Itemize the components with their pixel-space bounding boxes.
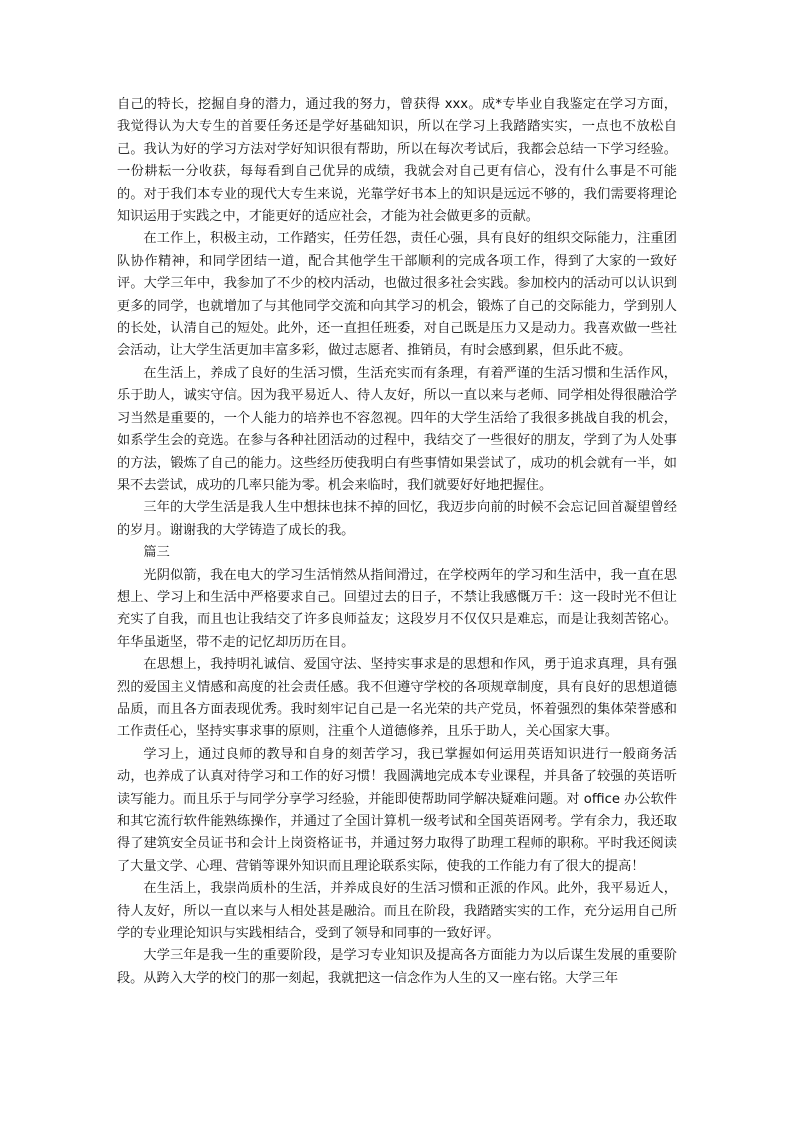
paragraph-life: 在生活上，养成了良好的生活习惯，生活充实而有条理，有着严谨的生活习惯和生活作风，乐于助人，诚实守信。因为我平易近人、待人友好，所以一直以来与老师、同学相处得很融洽学习当然是重要的，一个人能力的培养也不容忽视。四年的大学生活给了我很多挑战自我的机会，如系学生会的竞选。在参与各种社团活动的过程中，我结交了一些很好的朋友，学到了为人处事的方法，锻炼了自己的能力。这些经历使我明白有些事情如果尝试了，成功的机会就有一半，如果不去尝试，成功的几率只能为零。机会来临时，我们就要好好地把握住。 bbox=[117, 365, 677, 493]
paragraph-study: 学习上，通过良师的教导和自身的刻苦学习，我已掌握如何运用英语知识进行一般商务活动，也养成了认真对待学习和工作的好习惯！我圆满地完成本专业课程，并具备了较强的英语听读写能力。而且乐于与同学分享学习经验，并能即使帮助同学解决疑难问题。对 office 办公软件和其它流行软件能熟练操作，并通过了全国计算机一级考试和全国英语网考。学有余力，我还取得了建筑安全员证书和会计上岗资格证书，并通过努力取得了助理工程师的职称。平时我还阅读了大量文学、心理、营销等课外知识而且理论联系实际，使我的工作能力有了很大的提高！ bbox=[117, 746, 677, 874]
paragraph-conclusion: 三年的大学生活是我人生中想抹也抹不掉的回忆，我迈步向前的时候不会忘记回首凝望曾经的岁月。谢谢我的大学铸造了成长的我。 bbox=[117, 500, 677, 538]
paragraph-intro: 光阴似箭，我在电大的学习生活悄然从指间滑过，在学校两年的学习和生活中，我一直在思想上、学习上和生活中严格要求自己。回望过去的日子，不禁让我感慨万千：这一段时光不但让充实了自我，而且也让我结交了许多良师益友；这段岁月不仅仅只是难忘，而是让我刻苦铭心。年华虽逝坚，带不走的记忆却历历在目。 bbox=[117, 567, 677, 650]
paragraph-thought: 在思想上，我持明礼诚信、爱国守法、坚持实事求是的思想和作风，勇于追求真理，具有强烈的爱国主义情感和高度的社会责任感。我不但遵守学校的各项规章制度，具有良好的思想道德品质，而且各方面表现优秀。我时刻牢记自己是一名光荣的共产党员，怀着强烈的集体荣誉感和工作责任心，坚持实事求事的原则，注重个人道德修养，且乐于助人，关心国家大事。 bbox=[117, 657, 677, 740]
paragraph-three-years: 大学三年是我一生的重要阶段，是学习专业知识及提高各方面能力为以后谋生发展的重要阶段。从跨入大学的校门的那一刻起，我就把这一信念作为人生的又一座右铭。大学三年 bbox=[117, 948, 677, 986]
paragraph-work: 在工作上，积极主动，工作踏实，任劳任怨，责任心强，具有良好的组织交际能力，注重团队协作精神，和同学团结一道，配合其他学生干部顺利的完成各项工作，得到了大家的一致好评。大学三年中，我参加了不少的校内活动，也做过很多社会实践。参加校内的活动可以认识到更多的同学，也就增加了与其他同学交流和向其学习的机会，锻炼了自己的交际能力，学到别人的长处，认清自己的短处。此外，还一直担任班委，对自己既是压力又是动力。我喜欢做一些社会活动，让大学生活更加丰富多彩，做过志愿者、推销员，有时会感到累，但乐此不疲。 bbox=[117, 231, 677, 359]
section-heading: 篇三 bbox=[143, 545, 170, 561]
document-page bbox=[117, 94, 677, 990]
paragraph-self-study: 自己的特长，挖掘自身的潜力，通过我的努力，曾获得 xxx。成*专毕业自我鉴定在学习方面，我觉得认为大专生的首要任务还是学好基础知识，所以在学习上我踏踏实实，一点也不放松自己。我认为好的学习方法对学好知识很有帮助，所以在每次考试后，我都会总结一下学习经验。一份耕耘一分收获，每每看到自己优异的成绩，我就会对自己更有信心，没有什么事是不可能的。对于我们本专业的现代大专生来说，光靠学好书本上的知识是远远不够的，我们需要将理论知识运用于实践之中，才能更好的适应社会，才能为社会做更多的贡献。 bbox=[117, 97, 677, 225]
paragraph-daily-life: 在生活上，我崇尚质朴的生活，并养成良好的生活习惯和正派的作风。此外，我平易近人，待人友好，所以一直以来与人相处甚是融洽。而且在阶段，我踏踏实实的工作，充分运用自己所学的专业理论知识与实践相结合，受到了领导和同事的一致好评。 bbox=[117, 881, 677, 942]
